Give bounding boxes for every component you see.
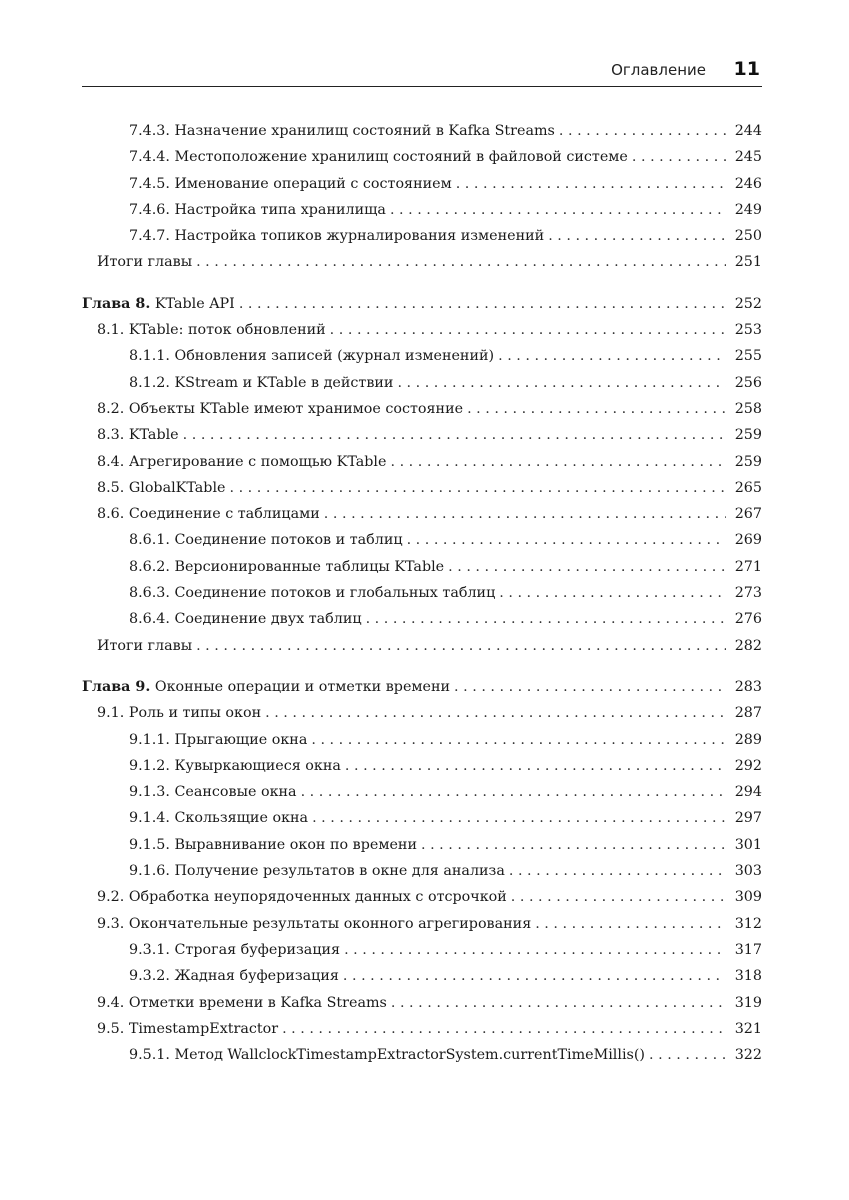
- toc-section-entry[interactable]: [82, 501, 762, 527]
- toc-page-number: 283: [734, 678, 762, 695]
- toc-entry-title: [129, 171, 452, 197]
- toc-entry-label: 8.6.4. Соединение двух таблиц: [129, 611, 362, 628]
- toc-page-number: 303: [734, 863, 762, 880]
- dot-leader: [324, 501, 726, 527]
- toc-page-number: 251: [734, 254, 762, 271]
- toc-section-entry[interactable]: [82, 990, 762, 1016]
- toc-subsection-entry[interactable]: [82, 118, 762, 144]
- dot-leader: [391, 990, 726, 1016]
- toc-entry-label: 9.1.1. Прыгающие окна: [129, 731, 308, 748]
- toc-entry-label: 8.6. Соединение с таблицами: [97, 506, 320, 523]
- dot-leader: [330, 317, 726, 343]
- toc-page-number: 267: [734, 506, 762, 523]
- toc-entry-label: 9.5. TimestampExtractor: [97, 1020, 279, 1037]
- dot-leader: [511, 884, 726, 910]
- toc-entry-label: 7.4.6. Настройка типа хранилища: [129, 201, 386, 218]
- dot-leader: [390, 449, 726, 475]
- toc-page-number: 245: [734, 149, 762, 166]
- toc-entry-label: 8.1.2. KStream и KTable в действии: [129, 374, 394, 391]
- toc-subsection-entry[interactable]: [82, 753, 762, 779]
- toc-entry-label: 9.1.3. Сеансовые окна: [129, 784, 297, 801]
- toc-section-entry[interactable]: [82, 396, 762, 422]
- toc-entry-title: [129, 580, 495, 606]
- toc-entry-label: Оконные операции и отметки времени: [150, 678, 451, 695]
- toc-page-number: 319: [734, 994, 762, 1011]
- toc-subsection-entry[interactable]: [82, 606, 762, 632]
- toc-subsection-entry[interactable]: [82, 223, 762, 249]
- toc-entry-title: [129, 779, 297, 805]
- toc-entry-title: [129, 197, 386, 223]
- toc-entry-label: 8.6.2. Версионированные таблицы KTable: [129, 558, 445, 575]
- dot-leader: [311, 727, 726, 753]
- toc-page-number: 253: [734, 322, 762, 339]
- dot-leader: [196, 633, 726, 659]
- dot-leader: [366, 606, 726, 632]
- toc-entry-title: [97, 501, 320, 527]
- toc-entry-title: [82, 291, 235, 317]
- toc-entry-label: 7.4.3. Назначение хранилищ состояний в Kafka Streams: [129, 123, 555, 139]
- toc-entry-title: [129, 1042, 645, 1068]
- toc-entry-title: [97, 396, 463, 422]
- dot-leader: [456, 171, 726, 197]
- toc-entry-title: [97, 422, 179, 448]
- toc-entry-title: [129, 937, 340, 963]
- toc-subsection-entry[interactable]: [82, 171, 762, 197]
- toc-subsection-entry[interactable]: [82, 144, 762, 170]
- toc-section-entry[interactable]: [82, 449, 762, 475]
- toc-entry-title: [129, 606, 362, 632]
- toc-chapter-entry[interactable]: [82, 291, 762, 317]
- toc-entry-title: [97, 633, 192, 659]
- toc-section-entry[interactable]: [82, 1016, 762, 1042]
- toc-page-number: 321: [734, 1020, 762, 1037]
- toc-page-number: 282: [734, 637, 762, 654]
- toc-chapter-number: Глава 8.: [82, 295, 151, 312]
- toc-entry-title: [97, 449, 386, 475]
- dot-leader: [282, 1016, 726, 1042]
- table-of-contents: [82, 118, 762, 1068]
- toc-page-number: 246: [734, 175, 762, 192]
- toc-entry-title: [97, 1016, 278, 1042]
- toc-entry-title: [97, 317, 326, 343]
- dot-leader: [239, 291, 726, 317]
- toc-page-number: 317: [734, 941, 762, 958]
- toc-page-number: 258: [734, 400, 762, 417]
- toc-section-entry[interactable]: [82, 475, 762, 501]
- toc-entry-label: 9.1.2. Кувыркающиеся окна: [129, 757, 341, 774]
- toc-page-number: 249: [734, 201, 762, 218]
- toc-section-entry[interactable]: [82, 633, 762, 659]
- dot-leader: [454, 674, 726, 700]
- toc-page-number: 269: [734, 532, 762, 549]
- toc-entry-label: Итоги главы: [97, 637, 193, 654]
- toc-subsection-entry[interactable]: [82, 554, 762, 580]
- toc-entry-label: 9.1.5. Выравнивание окон по времени: [129, 836, 417, 853]
- toc-subsection-entry[interactable]: [82, 527, 762, 553]
- toc-entry-title: [129, 343, 494, 369]
- running-header-title: Оглавление: [611, 61, 706, 79]
- dot-leader: [344, 937, 726, 963]
- toc-page-number: 250: [734, 228, 762, 245]
- toc-entry-label: 7.4.4. Местоположение хранилищ состояний в файловой системе: [129, 149, 628, 166]
- toc-entry-label: 9.3.2. Жадная буферизация: [129, 968, 339, 985]
- toc-page-number: 289: [734, 731, 762, 748]
- toc-page-number: 301: [734, 836, 762, 853]
- dot-leader: [559, 118, 726, 144]
- toc-subsection-entry[interactable]: [82, 858, 762, 884]
- toc-subsection-entry[interactable]: [82, 779, 762, 805]
- toc-entry-title: [129, 370, 393, 396]
- toc-section-entry[interactable]: [82, 422, 762, 448]
- toc-entry-title: [129, 963, 339, 989]
- toc-page-number: 271: [734, 558, 762, 575]
- toc-entry-label: 9.1. Роль и типы окон: [97, 705, 262, 722]
- toc-section-entry[interactable]: [82, 911, 762, 937]
- toc-section-entry[interactable]: [82, 317, 762, 343]
- toc-entry-label: 8.3. KTable: [97, 427, 179, 444]
- toc-subsection-entry[interactable]: [82, 937, 762, 963]
- toc-entry-title: [97, 700, 261, 726]
- page-number: 11: [733, 58, 760, 80]
- toc-page-number: 259: [734, 427, 762, 444]
- toc-entry-title: [97, 249, 192, 275]
- toc-entry-title: [129, 118, 555, 144]
- dot-leader: [421, 832, 726, 858]
- dot-leader: [230, 475, 727, 501]
- toc-page-number: 294: [734, 784, 762, 801]
- toc-section-entry[interactable]: [82, 884, 762, 910]
- toc-page-number: 256: [734, 374, 762, 391]
- toc-entry-label: Итоги главы: [97, 254, 193, 271]
- toc-entry-title: [129, 832, 417, 858]
- toc-entry-label: 8.2. Объекты KTable имеют хранимое состояние: [97, 400, 464, 417]
- toc-entry-label: 9.3. Окончательные результаты оконного агрегирования: [97, 915, 532, 932]
- toc-entry-title: [97, 911, 531, 937]
- toc-entry-label: 7.4.5. Именование операций с состоянием: [129, 175, 452, 192]
- toc-subsection-entry[interactable]: [82, 832, 762, 858]
- toc-entry-title: [129, 727, 307, 753]
- toc-entry-label: 7.4.7. Настройка топиков журналирования изменений: [129, 228, 545, 245]
- dot-leader: [467, 396, 726, 422]
- dot-leader: [548, 223, 726, 249]
- dot-leader: [343, 963, 726, 989]
- dot-leader: [345, 753, 726, 779]
- toc-subsection-entry[interactable]: [82, 805, 762, 831]
- toc-subsection-entry[interactable]: [82, 197, 762, 223]
- toc-page-number: 273: [734, 585, 762, 602]
- dot-leader: [196, 249, 726, 275]
- toc-page-number: 318: [734, 968, 762, 985]
- dot-leader: [301, 779, 726, 805]
- toc-entry-title: [129, 144, 628, 170]
- toc-entry-title: [97, 884, 507, 910]
- toc-subsection-entry[interactable]: [82, 580, 762, 606]
- running-header: [82, 58, 762, 87]
- toc-page-number: 312: [734, 915, 762, 932]
- toc-subsection-entry[interactable]: [82, 727, 762, 753]
- dot-leader: [397, 370, 726, 396]
- toc-page-number: 276: [734, 611, 762, 628]
- toc-entry-title: [82, 674, 450, 700]
- toc-entry-label: KTable API: [150, 295, 235, 312]
- toc-entry-title: [129, 753, 341, 779]
- toc-entry-label: 8.1.1. Обновления записей (журнал изменений): [129, 348, 495, 365]
- toc-section-entry[interactable]: [82, 700, 762, 726]
- toc-entry-title: [97, 990, 387, 1016]
- toc-subsection-entry[interactable]: [82, 370, 762, 396]
- dot-leader: [390, 197, 726, 223]
- toc-page-number: 297: [734, 810, 762, 827]
- toc-entry-title: [129, 527, 403, 553]
- toc-page-number: 259: [734, 453, 762, 470]
- toc-entry-label: 8.5. GlobalKTable: [97, 479, 226, 496]
- toc-subsection-entry[interactable]: [82, 963, 762, 989]
- toc-entry-label: 9.2. Обработка неупорядоченных данных с отсрочкой: [97, 889, 507, 906]
- toc-entry-title: [129, 554, 444, 580]
- toc-subsection-entry[interactable]: [82, 1042, 762, 1068]
- toc-entry-label: 8.4. Агрегирование с помощью KTable: [97, 453, 387, 470]
- toc-entry-label: 8.6.1. Соединение потоков и таблиц: [129, 532, 403, 549]
- toc-chapter-number: Глава 9.: [82, 678, 151, 695]
- toc-entry-label: 9.5.1. Метод WallclockTimestampExtractorSystem.currentTimeMillis(): [129, 1047, 646, 1064]
- dot-leader: [183, 422, 726, 448]
- toc-page-number: 244: [734, 123, 762, 139]
- toc-chapter-entry[interactable]: [82, 674, 762, 700]
- dot-leader: [407, 527, 726, 553]
- dot-leader: [448, 554, 726, 580]
- toc-page-number: 252: [734, 295, 762, 312]
- toc-page-number: 287: [734, 705, 762, 722]
- dot-leader: [509, 858, 726, 884]
- toc-section-entry[interactable]: [82, 249, 762, 275]
- toc-entry-title: [129, 223, 544, 249]
- toc-page-number: 255: [734, 348, 762, 365]
- toc-entry-label: 8.6.3. Соединение потоков и глобальных таблиц: [129, 585, 496, 602]
- dot-leader: [649, 1042, 726, 1068]
- dot-leader: [499, 580, 726, 606]
- toc-page-number: 265: [734, 479, 762, 496]
- dot-leader: [265, 700, 726, 726]
- toc-page-number: 292: [734, 757, 762, 774]
- toc-page-number: 309: [734, 889, 762, 906]
- toc-entry-label: 9.4. Отметки времени в Kafka Streams: [97, 994, 387, 1011]
- toc-subsection-entry[interactable]: [82, 343, 762, 369]
- dot-leader: [632, 144, 726, 170]
- toc-page-number: 322: [734, 1047, 762, 1064]
- toc-entry-title: [129, 858, 505, 884]
- toc-entry-label: 8.1. KTable: поток обновлений: [97, 322, 326, 339]
- dot-leader: [535, 911, 726, 937]
- dot-leader: [498, 343, 726, 369]
- dot-leader: [312, 805, 726, 831]
- toc-entry-label: 9.1.4. Скользящие окна: [129, 810, 309, 827]
- toc-entry-title: [97, 475, 226, 501]
- toc-entry-label: 9.3.1. Строгая буферизация: [129, 941, 341, 958]
- toc-entry-title: [129, 805, 308, 831]
- toc-entry-label: 9.1.6. Получение результатов в окне для анализа: [129, 863, 505, 880]
